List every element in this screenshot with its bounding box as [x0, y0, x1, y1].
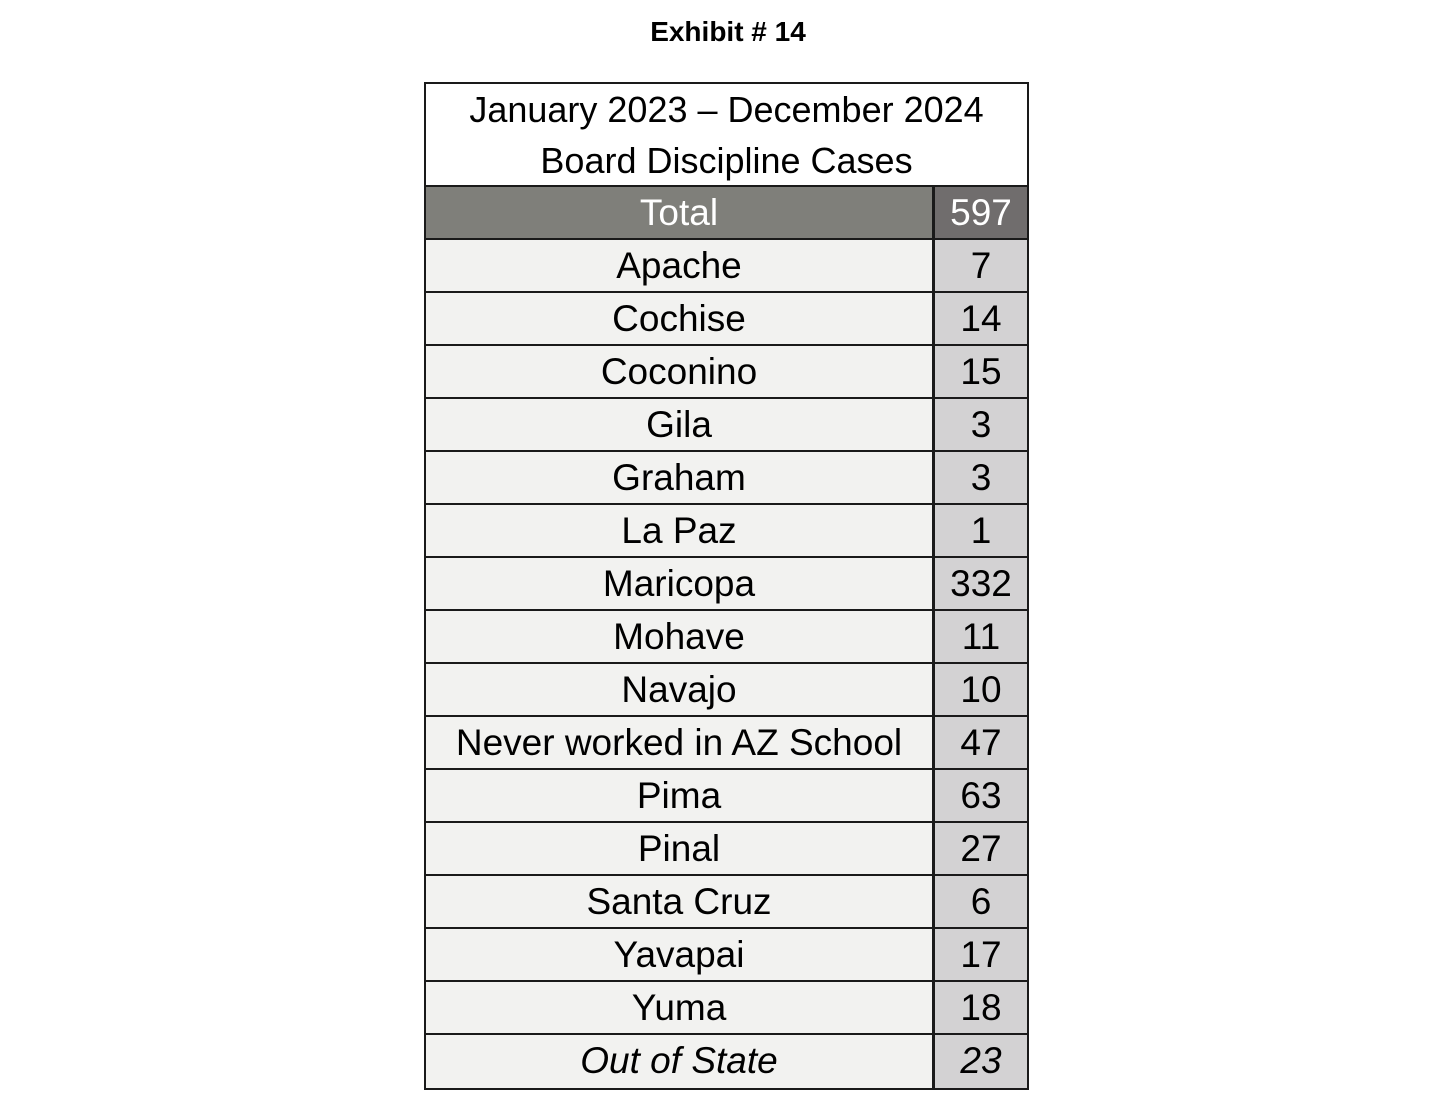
table-row	[426, 876, 1027, 929]
total-value: 597	[935, 187, 1027, 238]
county-name: Pima	[426, 770, 935, 821]
table-row	[426, 399, 1027, 452]
table-row	[426, 1035, 1027, 1088]
table-row	[426, 346, 1027, 399]
county-name: Coconino	[426, 346, 935, 397]
case-count: 47	[935, 717, 1027, 768]
county-name: Gila	[426, 399, 935, 450]
table-row	[426, 770, 1027, 823]
county-name: Yuma	[426, 982, 935, 1033]
county-name: Santa Cruz	[426, 876, 935, 927]
case-count: 18	[935, 982, 1027, 1033]
county-name: Apache	[426, 240, 935, 291]
case-count: 1	[935, 505, 1027, 556]
table-row	[426, 929, 1027, 982]
county-name: Pinal	[426, 823, 935, 874]
table-row	[426, 240, 1027, 293]
case-count: 6	[935, 876, 1027, 927]
county-name: Mohave	[426, 611, 935, 662]
table-row	[426, 452, 1027, 505]
county-name: Cochise	[426, 293, 935, 344]
county-name: Maricopa	[426, 558, 935, 609]
table-row	[426, 558, 1027, 611]
table-row	[426, 664, 1027, 717]
exhibit-title: Exhibit # 14	[650, 16, 806, 47]
case-count: 17	[935, 929, 1027, 980]
case-count: 7	[935, 240, 1027, 291]
county-name: Out of State	[426, 1035, 935, 1088]
case-count: 27	[935, 823, 1027, 874]
case-count: 14	[935, 293, 1027, 344]
county-name: Yavapai	[426, 929, 935, 980]
table-title-date-range: January 2023 – December 2024	[469, 89, 984, 130]
total-label: Total	[426, 187, 935, 238]
discipline-cases-table	[424, 82, 1029, 1090]
table-row	[426, 982, 1027, 1035]
case-count: 10	[935, 664, 1027, 715]
case-count: 3	[935, 399, 1027, 450]
table-title-subject: Board Discipline Cases	[540, 140, 913, 181]
case-count: 23	[935, 1035, 1027, 1088]
case-count: 15	[935, 346, 1027, 397]
table-title	[426, 84, 1027, 187]
case-count: 11	[935, 611, 1027, 662]
county-name: Navajo	[426, 664, 935, 715]
total-row	[426, 187, 1027, 240]
case-count: 63	[935, 770, 1027, 821]
table-row	[426, 611, 1027, 664]
case-count: 3	[935, 452, 1027, 503]
county-name: La Paz	[426, 505, 935, 556]
table-row	[426, 505, 1027, 558]
county-name: Graham	[426, 452, 935, 503]
county-name: Never worked in AZ School	[426, 717, 935, 768]
case-count: 332	[935, 558, 1027, 609]
table-row	[426, 293, 1027, 346]
table-row	[426, 717, 1027, 770]
table-row	[426, 823, 1027, 876]
